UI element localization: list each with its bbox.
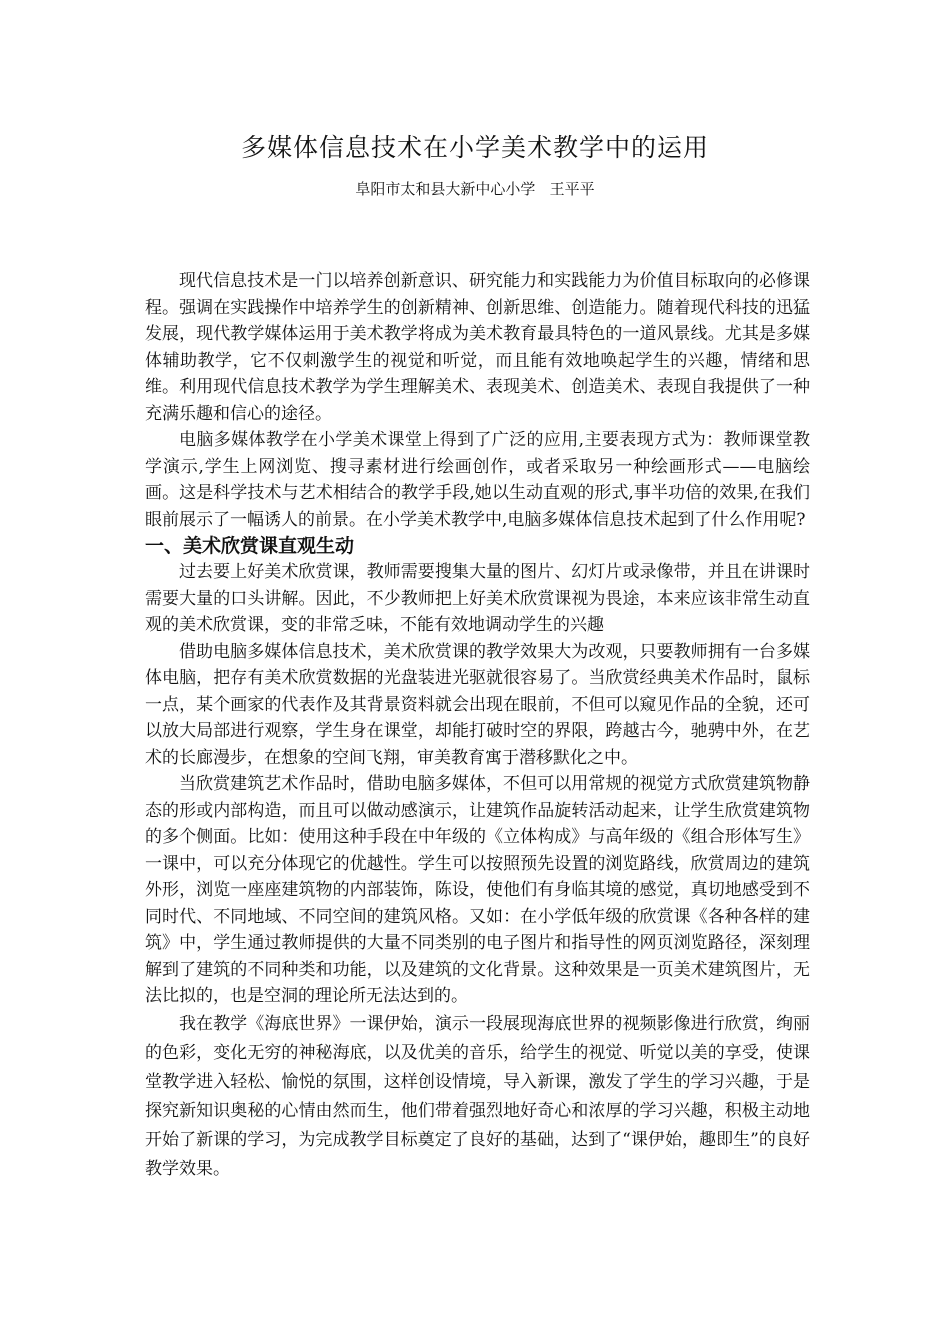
section-heading-1: 一、美术欣赏课直观生动: [145, 535, 355, 557]
author-byline: 阜阳市太和县大新中心小学 王平平: [355, 180, 595, 198]
section1-paragraph-4: 我在教学《海底世界》一课伊始，演示一段展现海底世界的视频影像进行欣赏，绚丽的色彩，变化无穷的神秘海底，以及优美的音乐，给学生的视觉、听觉以美的享受，使课堂教学进入轻松、愉悦的氛围，这样创设情境，导入新课，激发了学生的学习兴趣，于是探究新知识奥秘的心情由然而生，他们带着强烈地好奇心和浓厚的学习兴趣，积极主动地开始了新课的学习，为完成教学目标奠定了良好的基础，达到了“课伊始，趣即生”的良好教学效果。: [145, 1013, 810, 1179]
section1-paragraph-2: 借助电脑多媒体信息技术，美术欣赏课的教学效果大为改观，只要教师拥有一台多媒体电脑，把存有美术欣赏数据的光盘装进光驱就很容易了。当欣赏经典美术作品时，鼠标一点，某个画家的代表作及其背景资料就会出现在眼前，不但可以窥见作品的全貌，还可以放大局部进行观察，学生身在课堂，却能打破时空的界限，跨越古今，驰骋中外，在艺术的长廊漫步，在想象的空间飞翔，审美教育寓于潜移默化之中。: [145, 641, 810, 768]
intro-paragraph-1: 现代信息技术是一门以培养创新意识、研究能力和实践能力为价值目标取向的必修课程。强调在实践操作中培养学生的创新精神、创新思维、创造能力。随着现代科技的迅猛发展，现代教学媒体运用于美术教学将成为美术教育最具特色的一道风景线。尤其是多媒体辅助教学，它不仅刺激学生的视觉和听觉，而且能有效地唤起学生的兴趣，情绪和思维。利用现代信息技术教学为学生理解美术、表现美术、创造美术、表现自我提供了一种充满乐趣和信心的途径。: [145, 271, 810, 424]
section1-paragraph-3: 当欣赏建筑艺术作品时，借助电脑多媒体，不但可以用常规的视觉方式欣赏建筑物静态的形或内部构造，而且可以做动感演示，让建筑作品旋转活动起来，让学生欣赏建筑物的多个侧面。比如：使用这种手段在中年级的《立体构成》与高年级的《组合形体写生》一课中，可以充分体现它的优越性。学生可以按照预先设置的浏览路线，欣赏周边的建筑外形，浏览一座座建筑物的内部装饰，陈设，使他们有身临其境的感觉，真切地感受到不同时代、不同地域、不同空间的建筑风格。又如：在小学低年级的欣赏课《各种各样的建筑》中，学生通过教师提供的大量不同类别的电子图片和指导性的网页浏览路径，深刻理解到了建筑的不同种类和功能，以及建筑的文化背景。这种效果是一页美术建筑图片，无法比拟的，也是空洞的理论所无法达到的。: [145, 774, 810, 1006]
document-title: 多媒体信息技术在小学美术教学中的运用: [240, 133, 709, 162]
intro-paragraph-2: 电脑多媒体教学在小学美术课堂上得到了广泛的应用,主要表现方式为：教师课堂教学演示,学生上网浏览、搜寻素材进行绘画创作，或者采取另一种绘画形式——电脑绘画。这是科学技术与艺术相结合的教学手段,她以生动直观的形式,事半功倍的效果,在我们眼前展示了一幅诱人的前景。在小学美术教学中,电脑多媒体信息技术起到了什么作用呢?: [145, 430, 810, 530]
section1-paragraph-1: 过去要上好美术欣赏课，教师需要搜集大量的图片、幻灯片或录像带，并且在讲课时需要大量的口头讲解。因此，不少教师把上好美术欣赏课视为畏途，本来应该非常生动直观的美术欣赏课，变的非常乏味，不能有效地调动学生的兴趣: [145, 562, 810, 635]
document-body: [145, 268, 810, 1184]
